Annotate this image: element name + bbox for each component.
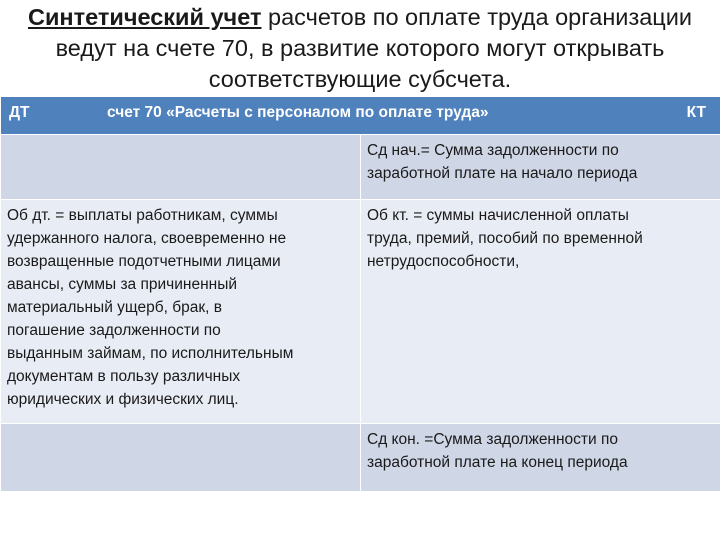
title-rest: расчетов по оплате труда организации ведут на счете 70, в развитие которого могут открывать соответствующие субсчета. bbox=[55, 4, 692, 92]
closing-debit-cell bbox=[1, 424, 361, 492]
turnover-debit-cell bbox=[1, 200, 361, 424]
closing-balance-row bbox=[1, 424, 720, 492]
account-header-row bbox=[1, 97, 720, 135]
slide-title bbox=[0, 2, 720, 95]
account-header-cell bbox=[1, 97, 720, 135]
turnover-credit-text: Об кт. = суммы начисленной оплаты труда, премий, пособий по временной нетрудоспособности, bbox=[367, 207, 643, 270]
opening-credit-cell bbox=[361, 135, 720, 200]
opening-balance-row bbox=[1, 135, 720, 200]
turnover-credit-cell bbox=[361, 200, 720, 424]
account-name: счет 70 «Расчеты с персоналом по оплате труда» bbox=[107, 104, 489, 121]
opening-credit-text: Сд нач.= Сумма задолженности по заработной плате на начало периода bbox=[367, 142, 638, 182]
closing-credit-text: Сд кон. =Сумма задолженности по заработной плате на конец периода bbox=[367, 431, 628, 471]
closing-credit-cell bbox=[361, 424, 720, 492]
turnover-row bbox=[1, 200, 720, 424]
turnover-debit-text: Об дт. = выплаты работникам, суммы удержанного налога, своевременно не возвращенные подотчетными лицами авансы, суммы за причиненный материальный ущерб, брак, в погашение задолженности по выданным займам, по исполнительным документам в пользу различных юридических и физических лиц. bbox=[7, 207, 294, 408]
credit-label: КТ bbox=[686, 104, 706, 121]
debit-label: ДТ bbox=[9, 104, 30, 121]
opening-debit-cell bbox=[1, 135, 361, 200]
t-account-table bbox=[0, 96, 720, 492]
title-emphasis: Синтетический учет bbox=[27, 4, 262, 30]
